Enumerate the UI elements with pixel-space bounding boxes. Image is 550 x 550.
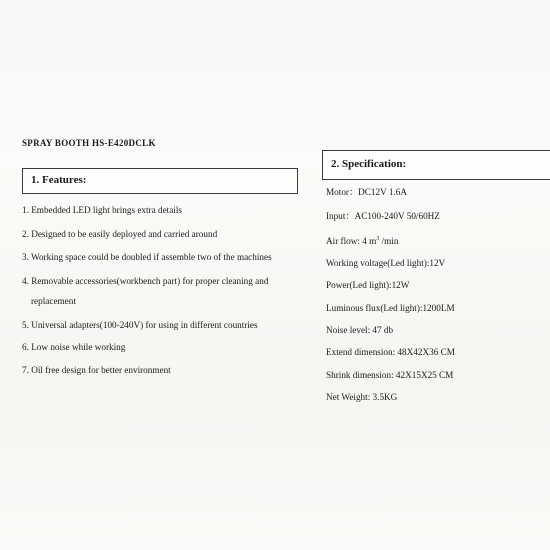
spec-air-flow bbox=[326, 233, 398, 247]
spec-motor: Motor：DC12V 1.6A bbox=[326, 187, 407, 197]
specification-heading: 2. Specification: bbox=[331, 158, 407, 170]
features-heading-box bbox=[22, 168, 298, 194]
feature-item: 1. Embedded LED light brings extra details bbox=[22, 205, 182, 215]
spec-input: Input：AC100-240V 50/60HZ bbox=[326, 211, 440, 221]
spec-power: Power(Led light):12W bbox=[326, 280, 410, 290]
product-title: SPRAY BOOTH HS-E420DCLK bbox=[22, 138, 156, 148]
air-flow-superscript: 3 bbox=[376, 236, 380, 242]
feature-item: 4. Removable accessories(workbench part) for proper cleaning and bbox=[22, 276, 269, 286]
spec-shrink-dimension: Shrink dimension: 42X15X25 CM bbox=[326, 370, 454, 380]
feature-item: 3. Working space could be doubled if assemble two of the machines bbox=[22, 252, 272, 262]
air-flow-text: Air flow: 4 m bbox=[326, 236, 377, 247]
feature-item: 5. Universal adapters(100-240V) for using in different countries bbox=[22, 320, 258, 330]
feature-item: 2. Designed to be easily deployed and carried around bbox=[22, 229, 218, 239]
spec-net-weight: Net Weight: 3.5KG bbox=[326, 392, 398, 402]
specification-heading-box bbox=[322, 150, 550, 180]
spec-luminous-flux: Luminous flux(Led light):1200LM bbox=[326, 303, 455, 313]
spec-noise-level: Noise level: 47 db bbox=[326, 325, 394, 335]
feature-item-continuation: replacement bbox=[31, 296, 76, 306]
feature-item: 7. Oil free design for better environment bbox=[22, 365, 171, 375]
spec-extend-dimension: Extend dimension: 48X42X36 CM bbox=[326, 347, 455, 357]
spec-working-voltage: Working voltage(Led light):12V bbox=[326, 258, 446, 268]
feature-item: 6. Low noise while working bbox=[22, 342, 126, 352]
air-flow-unit: /min bbox=[379, 236, 399, 247]
features-heading: 1. Features: bbox=[31, 174, 87, 186]
